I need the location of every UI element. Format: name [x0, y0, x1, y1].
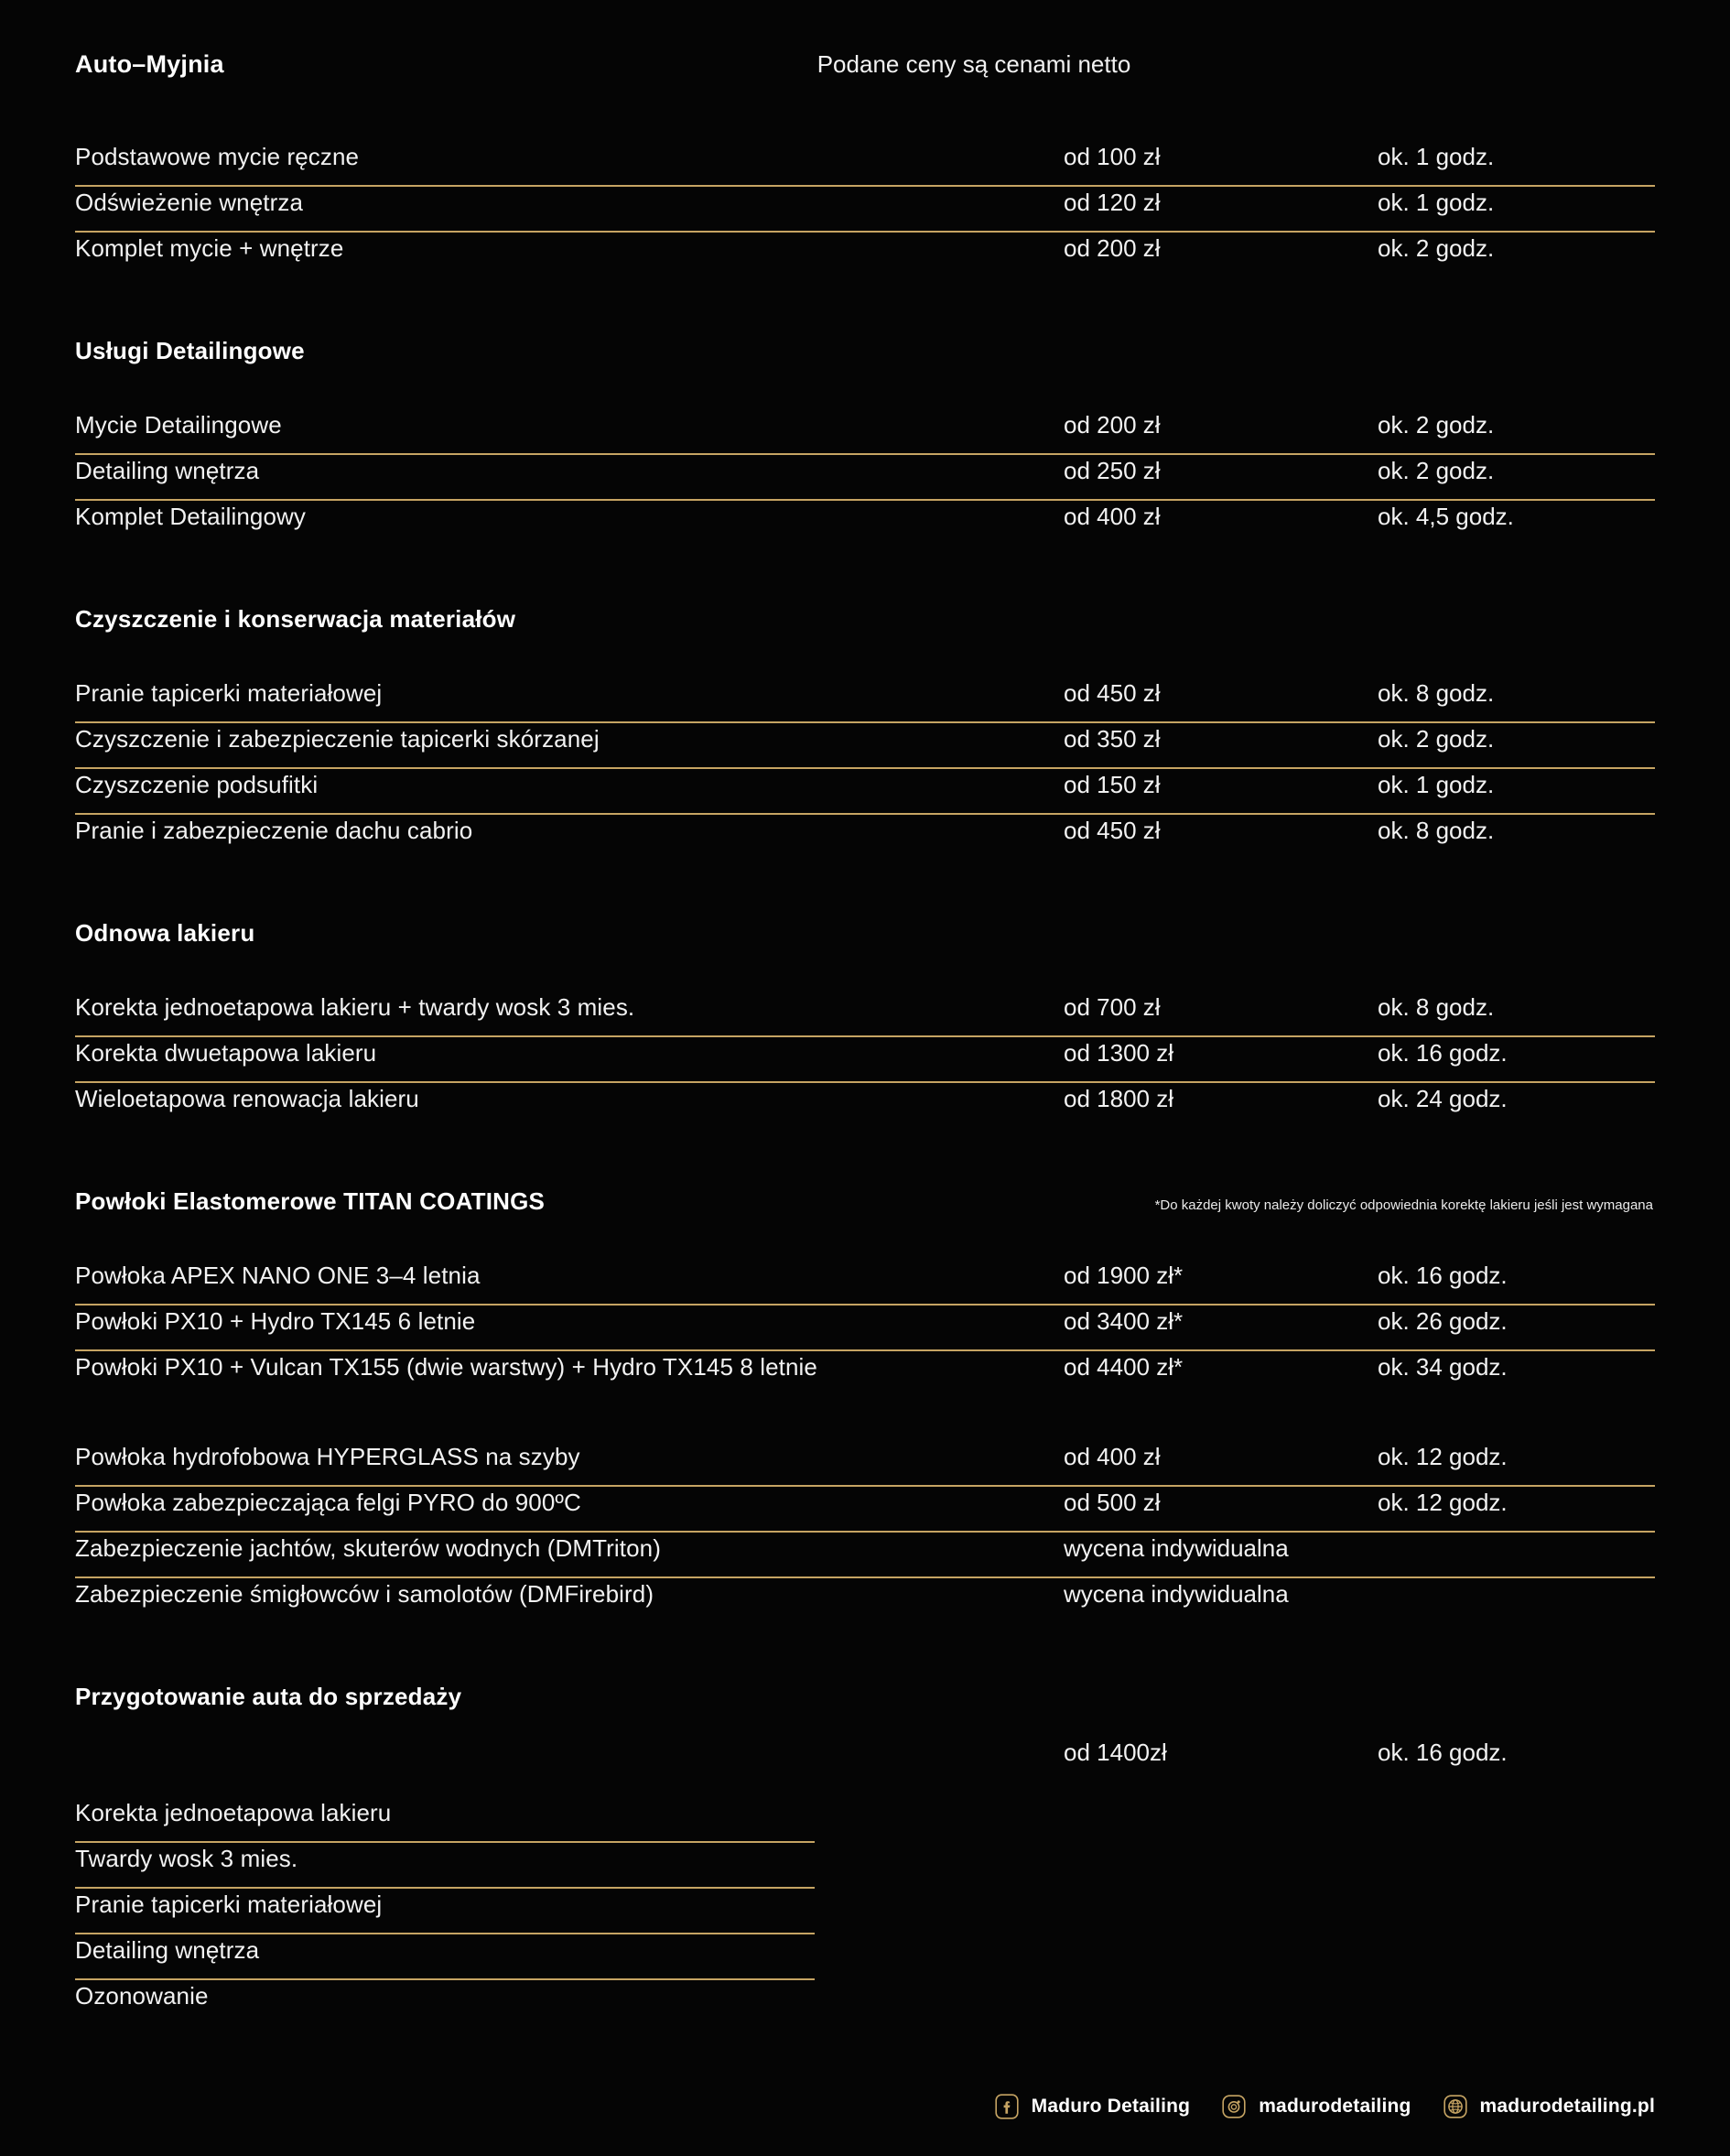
- table-row: [75, 677, 1655, 723]
- service-duration: ok. 1 godz.: [1378, 143, 1495, 170]
- service-name: Pranie tapicerki materiałowej: [75, 679, 383, 707]
- service-price: od 150 zł: [1064, 771, 1161, 798]
- service-duration: ok. 12 godz.: [1378, 1443, 1508, 1470]
- service-name: Detailing wnętrza: [75, 457, 260, 484]
- list-item: [75, 1797, 1655, 1843]
- service-price: od 700 zł: [1064, 993, 1161, 1021]
- service-duration: ok. 2 godz.: [1378, 725, 1495, 753]
- service-name: Komplet mycie + wnętrze: [75, 234, 344, 262]
- service-duration: ok. 8 godz.: [1378, 679, 1495, 707]
- section-heading-label: Czyszczenie i konserwacja materiałów: [75, 605, 516, 633]
- section-titan-coatings: [75, 1187, 1655, 1624]
- service-name: Powłoka hydrofobowa HYPERGLASS na szyby: [75, 1443, 580, 1470]
- service-duration: ok. 2 godz.: [1378, 234, 1495, 262]
- service-price: wycena indywidualna: [1064, 1580, 1289, 1608]
- footer-social-bar: [0, 2094, 1730, 2119]
- service-name: Mycie Detailingowe: [75, 411, 282, 439]
- section-heading: [75, 1683, 1655, 1711]
- table-row: [75, 233, 1655, 278]
- footer-instagram-label: madurodetailing: [1259, 2096, 1411, 2117]
- instagram-icon: [1221, 2094, 1247, 2119]
- section-heading-label: Odnowa lakieru: [75, 919, 255, 947]
- section-heading-label: Powłoki Elastomerowe TITAN COATINGS: [75, 1187, 546, 1215]
- table-row: [75, 815, 1655, 861]
- table-row: [75, 991, 1655, 1037]
- service-duration: ok. 8 godz.: [1378, 817, 1495, 844]
- table-row: [75, 187, 1655, 233]
- section-czyszczenie-konserwacja: [75, 605, 1655, 861]
- service-duration: ok. 24 godz.: [1378, 1085, 1508, 1112]
- service-price: od 400 zł: [1064, 1443, 1161, 1470]
- service-name: Wieloetapowa renowacja lakieru: [75, 1085, 419, 1112]
- table-row: [75, 1578, 1655, 1624]
- footer-instagram[interactable]: [1221, 2094, 1411, 2119]
- section-przygotowanie-do-sprzedazy: [75, 1683, 1655, 2026]
- service-duration: ok. 8 godz.: [1378, 993, 1495, 1021]
- table-row: [75, 1306, 1655, 1351]
- service-price: od 4400 zł*: [1064, 1353, 1184, 1381]
- service-price: od 1800 zł: [1064, 1085, 1173, 1112]
- service-duration: ok. 26 godz.: [1378, 1307, 1508, 1335]
- service-price: od 400 zł: [1064, 503, 1161, 530]
- table-row: [75, 409, 1655, 455]
- service-name: Korekta dwuetapowa lakieru: [75, 1039, 377, 1067]
- service-price: od 1300 zł: [1064, 1039, 1173, 1067]
- footer-facebook[interactable]: [994, 2094, 1191, 2119]
- service-name: Odświeżenie wnętrza: [75, 189, 304, 216]
- table-row: [75, 501, 1655, 547]
- footer-website[interactable]: [1443, 2094, 1655, 2119]
- footer-website-label: madurodetailing.pl: [1479, 2096, 1655, 2117]
- service-price: od 500 zł: [1064, 1489, 1161, 1516]
- service-duration: ok. 2 godz.: [1378, 411, 1495, 439]
- service-duration: ok. 16 godz.: [1378, 1039, 1508, 1067]
- table-row: [75, 1037, 1655, 1083]
- service-name: Czyszczenie i zabezpieczenie tapicerki skórzanej: [75, 725, 600, 753]
- service-price: od 200 zł: [1064, 411, 1161, 439]
- section-footnote: *Do każdej kwoty należy doliczyć odpowiednia korektę lakieru jeśli jest wymagana: [1154, 1197, 1653, 1213]
- service-duration: ok. 12 godz.: [1378, 1489, 1508, 1516]
- service-duration: ok. 1 godz.: [1378, 771, 1495, 798]
- package-item-name: Twardy wosk 3 mies.: [75, 1845, 298, 1872]
- globe-icon: [1443, 2094, 1468, 2119]
- section-heading: [75, 605, 1655, 634]
- package-item-name: Pranie tapicerki materiałowej: [75, 1891, 383, 1918]
- footer-facebook-label: Maduro Detailing: [1031, 2096, 1191, 2117]
- service-price: od 450 zł: [1064, 817, 1161, 844]
- list-item: [75, 1889, 1655, 1934]
- service-price: od 1900 zł*: [1064, 1262, 1184, 1289]
- service-name: Powłoki PX10 + Hydro TX145 6 letnie: [75, 1307, 476, 1335]
- page-header: [75, 0, 1655, 79]
- package-item-name: Ozonowanie: [75, 1982, 209, 2010]
- service-name: Pranie i zabezpieczenie dachu cabrio: [75, 817, 473, 844]
- package-duration: ok. 16 godz.: [1378, 1739, 1508, 1766]
- table-row: [75, 1083, 1655, 1129]
- section-uslugi-detailingowe: [75, 337, 1655, 547]
- service-name: Podstawowe mycie ręczne: [75, 143, 360, 170]
- service-name: Czyszczenie podsufitki: [75, 771, 319, 798]
- facebook-icon: [994, 2094, 1020, 2119]
- service-price: od 100 zł: [1064, 143, 1161, 170]
- service-price: od 3400 zł*: [1064, 1307, 1184, 1335]
- service-price: od 120 zł: [1064, 189, 1161, 216]
- list-item: [75, 1980, 1655, 2026]
- list-item: [75, 1843, 1655, 1889]
- service-name: Powłoka zabezpieczająca felgi PYRO do 900ºC: [75, 1489, 581, 1516]
- service-duration: ok. 2 godz.: [1378, 457, 1495, 484]
- service-price: od 450 zł: [1064, 679, 1161, 707]
- package-price: od 1400zł: [1064, 1739, 1167, 1766]
- section-heading-label: Przygotowanie auta do sprzedaży: [75, 1683, 462, 1710]
- service-price: wycena indywidualna: [1064, 1534, 1289, 1562]
- service-price: od 200 zł: [1064, 234, 1161, 262]
- service-duration: ok. 16 godz.: [1378, 1262, 1508, 1289]
- section-heading: [75, 337, 1655, 365]
- service-duration: ok. 4,5 godz.: [1378, 503, 1514, 530]
- page-title: Auto–Myjnia: [75, 50, 224, 78]
- service-name: Powłoki PX10 + Vulcan TX155 (dwie warstwy) + Hydro TX145 8 letnie: [75, 1353, 817, 1381]
- service-price: od 350 zł: [1064, 725, 1161, 753]
- table-row: [75, 769, 1655, 815]
- netto-note: Podane ceny są cenami netto: [816, 50, 1131, 78]
- service-duration: ok. 34 godz.: [1378, 1353, 1508, 1381]
- service-price: od 250 zł: [1064, 457, 1161, 484]
- package-item-name: Korekta jednoetapowa lakieru: [75, 1799, 392, 1826]
- section-auto-myjnia: [75, 141, 1655, 278]
- table-row: [75, 455, 1655, 501]
- package-summary-row: [75, 1737, 1655, 1782]
- service-name: Zabezpieczenie śmigłowców i samolotów (DMFirebird): [75, 1580, 654, 1608]
- table-row: [75, 141, 1655, 187]
- service-name: Zabezpieczenie jachtów, skuterów wodnych (DMTriton): [75, 1534, 661, 1562]
- section-heading: [75, 1187, 1655, 1216]
- table-row: [75, 1351, 1655, 1397]
- section-heading: [75, 919, 1655, 948]
- table-row: [75, 1533, 1655, 1578]
- service-name: Komplet Detailingowy: [75, 503, 307, 530]
- service-name: Powłoka APEX NANO ONE 3–4 letnia: [75, 1262, 481, 1289]
- service-name: Korekta jednoetapowa lakieru + twardy wosk 3 mies.: [75, 993, 635, 1021]
- service-duration: ok. 1 godz.: [1378, 189, 1495, 216]
- table-row: [75, 723, 1655, 769]
- package-item-name: Detailing wnętrza: [75, 1936, 260, 1964]
- section-odnowa-lakieru: [75, 919, 1655, 1129]
- table-row: [75, 1441, 1655, 1487]
- section-heading-label: Usługi Detailingowe: [75, 337, 305, 364]
- table-row: [75, 1260, 1655, 1306]
- list-item: [75, 1934, 1655, 1980]
- table-row: [75, 1487, 1655, 1533]
